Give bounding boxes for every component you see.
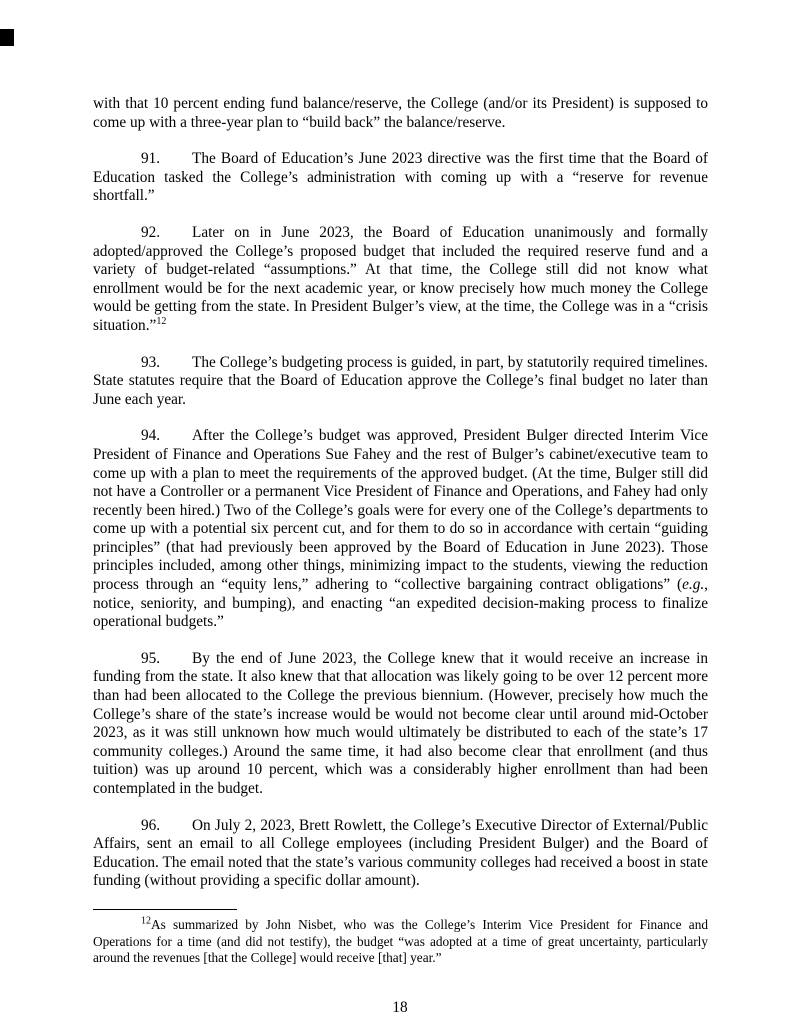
paragraph-number: 92. <box>141 223 161 241</box>
text-run: The College’s budgeting process is guided, in part, by statutorily required timelines. State statutes require that the Board of Education approve the College’s final budget no later than June each year. <box>93 353 708 408</box>
paragraph <box>93 650 708 799</box>
text-run: Later on in June 2023, the Board of Education unanimously and formally adopted/approved the College’s proposed budget that included the required reserve fund and a variety of budget-related “assumptions.” At that time, the College still did not know what enrollment would be for the next academic year, or know precisely how much money the College would be getting from the state. In President Bulger’s view, at the time, the College was in a “crisis situation.” <box>93 223 708 334</box>
page-number: 18 <box>392 999 408 1016</box>
text-run: On July 2, 2023, Brett Rowlett, the College’s Executive Director of External/Public Affairs, sent an email to all College employees (including President Bulger) and the Board of Education. The email noted that the state’s various community colleges had received a boost in state funding (without providing a specific dollar amount). <box>93 816 708 890</box>
paragraph-number: 91. <box>141 150 161 168</box>
footnote-marker: 12 <box>141 915 151 927</box>
text-run: e.g. <box>682 576 705 594</box>
paragraph <box>93 427 708 632</box>
footnote-separator <box>93 909 237 910</box>
document-content <box>93 95 708 967</box>
footnote-text: As summarized by John Nisbet, who was the College’s Interim Vice President for Finance and Operations for a time (and did not testify), the budget “was adopted at a time of great uncertainty, particularly around the revenues [that the College] would receive [that] year.” <box>93 916 708 966</box>
paragraph <box>93 150 708 206</box>
text-run: By the end of June 2023, the College knew that it would receive an increase in funding from the state. It also knew that that allocation was likely going to be over 12 percent more than had been allocated to the College the previous biennium. (However, precisely how much the College’s share of the state’s increase would be would not become clear until around mid-October 2023, as it was still unknown how much would ultimately be distributed to each of the state’s 17 community colleges.) Around the same time, it had also become clear that enrollment (and thus tuition) was up around 10 percent, which was a considerably higher enrollment than had been contemplated in the budget. <box>93 649 708 797</box>
paragraph <box>93 354 708 410</box>
document-body <box>93 95 708 891</box>
paragraph-number: 93. <box>141 353 161 371</box>
text-run: with that 10 percent ending fund balance/reserve, the College (and/or its President) is supposed to come up with a three-year plan to “build back” the balance/reserve. <box>93 95 708 131</box>
paragraph-number: 94. <box>141 427 161 445</box>
footnote <box>93 917 708 967</box>
scan-artifact-mark <box>0 29 14 46</box>
paragraph-number: 95. <box>141 649 161 667</box>
footnote-reference: 12 <box>156 315 167 327</box>
text-run: After the College’s budget was approved, President Bulger directed Interim Vice President of Finance and Operations Sue Fahey and the rest of Bulger’s cabinet/executive team to come up with a plan to meet the requirements of the approved budget. (At the time, Bulger still did not have a Controller or a permanent Vice President of Finance and Operations, and Fahey had only recently been hired.) Two of the College’s goals were for every one of the College’s departments to come up with a potential six percent cut, and for them to do so in accordance with certain “guiding principles” (that had previously been approved by the Board of Education in June 2023). Those principles included, among other things, minimizing impact to the students, viewing the reduction process through an “equity lens,” adhering to “collective bargaining contract obligations” ( <box>93 427 708 594</box>
paragraph <box>93 817 708 891</box>
paragraph <box>93 95 708 132</box>
text-run: The Board of Education’s June 2023 directive was the first time that the Board of Education tasked the College’s administration with coming up with a “reserve for revenue shortfall.” <box>93 150 708 205</box>
paragraph-number: 96. <box>141 816 161 834</box>
paragraph <box>93 224 708 336</box>
text-run: , notice, seniority, and bumping), and enacting “an expedited decision-making process to finalize operational budgets.” <box>93 576 708 631</box>
